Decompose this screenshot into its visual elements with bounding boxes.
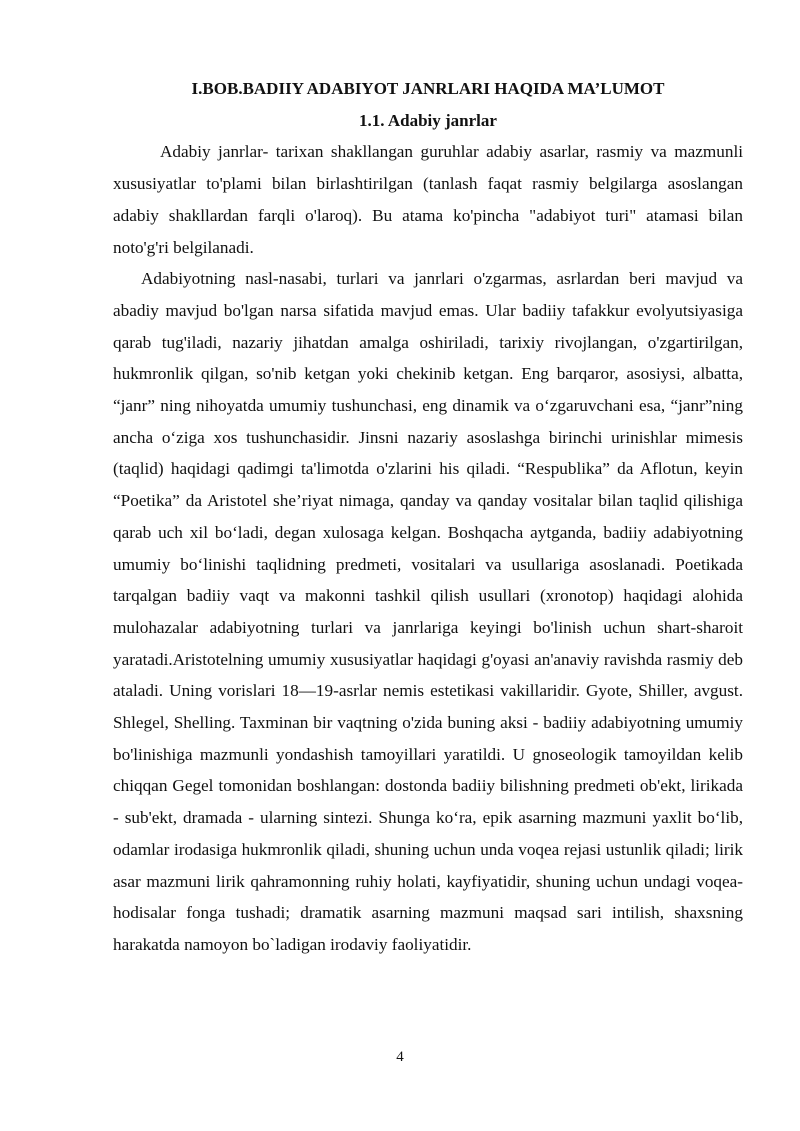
section-title: 1.1. Adabiy janrlar xyxy=(359,110,497,130)
paragraph-body: Adabiyotning nasl-nasabi, turlari va janrlari o'zgarmas, asrlardan beri mavjud va abadiy mavjud bo'lgan narsa sifatida mavjud emas. Ular badiiy tafakkur evolyutsiyasiga qarab tug'iladi, nazariy jihatdan amalga oshiriladi, tarixiy rivojlangan, o'zgartirilgan, hukmronlik qilgan, so'nib ketgan yoki chekinib ketgan. Eng barqaror, asosiysi, albatta, “janr” ning nihoyatda umumiy tushunchasi, eng dinamik va oʻzgaruvchani esa, “janr”ning ancha oʻziga xos tushunchasidir. Jinsni nazariy asoslashga birinchi urinishlar mimesis (taqlid) haqidagi qadimgi ta'limotda o'zlarini his qiladi. “Respublika” da Aflotun, keyin “Poetika” da Aristotel she’riyat nimaga, qanday va qanday vositalar bilan taqlid qilishiga qarab uch xil boʻladi, degan xulosaga kelgan. Boshqacha aytganda, badiiy adabiyotning umumiy boʻlinishi taqlidning predmeti, vositalari va usullariga asoslanadi. Poetikada tarqalgan badiiy vaqt va makonni tashkil qilish usullari (xronotop) haqidagi alohida mulohazalar adabiyotning turlari va janrlariga keyingi bo'linish uchun shart-sharoit yaratadi.Aristotelning umumiy xususiyatlar haqidagi g'oyasi an'anaviy ravishda rasmiy deb ataladi. Uning vorislari 18—19-asrlar nemis estetikasi vakillaridir. Gyote, Shiller, avgust. Shlegel, Shelling. Taxminan bir vaqtning o'zida buning aksi - badiiy adabiyotning umumiy bo'linishiga mazmunli yondashish tamoyillari yaratildi. U gnoseologik tamoyildan kelib chiqqan Gegel tomonidan boshlangan: dostonda badiiy bilishning predmeti ob'ekt, lirikada - sub'ekt, dramada - ularning sintezi. Shunga koʻra, epik asarning mazmuni yaxlit boʻlib, odamlar irodasiga hukmronlik qiladi, shuning uchun unda voqea rejasi ustunlik qiladi; lirik asar mazmuni lirik qahramonning ruhiy holati, kayfiyatidir, shuning uchun undagi voqea-hodisalar fonga tushadi; dramatik asarning mazmuni maqsad sari intilish, shaxsning harakatda namoyon bo`ladigan irodaviy faoliyatidir. xyxy=(113,269,743,954)
page-number: 4 xyxy=(396,1049,404,1065)
paragraph-intro: Adabiy janrlar- tarixan shakllangan guruhlar adabiy asarlar, rasmiy va mazmunli xususiyatlar to'plami bilan birlashtirilgan (tanlash faqat rasmiy belgilarga asoslangan adabiy shakllardan farqli o'laroq). Bu atama ko'pincha "adabiyot turi" atamasi bilan noto'g'ri belgilanadi. xyxy=(113,142,743,257)
chapter-title: I.BOB.BADIIY ADABIYOT JANRLARI HAQIDA MA’LUMOT xyxy=(191,79,665,98)
